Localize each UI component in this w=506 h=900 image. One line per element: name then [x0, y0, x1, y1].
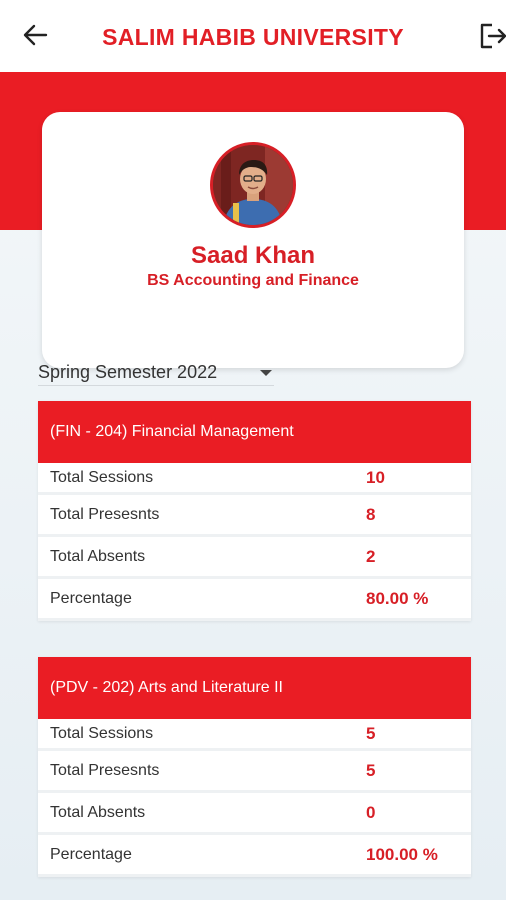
stat-row-percentage [38, 579, 471, 621]
course-title: (FIN - 204) Financial Management [38, 401, 471, 463]
stat-value: 10 [366, 467, 385, 487]
user-avatar [210, 142, 296, 228]
stat-label: Percentage [50, 589, 132, 607]
stat-row-total-presents [38, 751, 471, 793]
stat-value: 5 [366, 760, 376, 780]
stat-label: Total Absents [50, 547, 146, 565]
stat-value: 80.00 % [366, 588, 429, 608]
chevron-down-icon [260, 370, 272, 376]
course-card [38, 401, 471, 621]
stat-row-percentage [38, 835, 471, 877]
avatar-photo [213, 145, 293, 225]
stat-value: 100.00 % [366, 844, 438, 864]
stat-row-total-presents [38, 495, 471, 537]
course-title: (PDV - 202) Arts and Literature II [38, 657, 471, 719]
student-program: BS Accounting and Finance [147, 272, 359, 289]
stat-label: Total Absents [50, 803, 146, 821]
semester-dropdown[interactable] [38, 360, 274, 386]
stat-label: Total Sessions [50, 724, 154, 742]
semester-selected: Spring Semester 2022 [38, 362, 218, 382]
stat-label: Total Presesnts [50, 505, 160, 523]
course-card [38, 657, 471, 877]
logout-icon[interactable] [478, 22, 506, 50]
stat-label: Total Sessions [50, 468, 154, 486]
stat-row-total-sessions [38, 719, 471, 751]
stat-label: Total Presesnts [50, 761, 160, 779]
stat-row-total-absents [38, 537, 471, 579]
stat-row-total-absents [38, 793, 471, 835]
stat-label: Percentage [50, 845, 132, 863]
stat-row-total-sessions [38, 463, 471, 495]
stat-value: 2 [366, 546, 376, 566]
app-title: SALIM HABIB UNIVERSITY [102, 24, 404, 50]
stat-value: 0 [366, 802, 376, 822]
stat-value: 8 [366, 504, 376, 524]
stat-value: 5 [366, 723, 376, 743]
profile-card [42, 112, 464, 368]
app-bar [0, 0, 506, 72]
student-name: Saad Khan [190, 242, 316, 269]
